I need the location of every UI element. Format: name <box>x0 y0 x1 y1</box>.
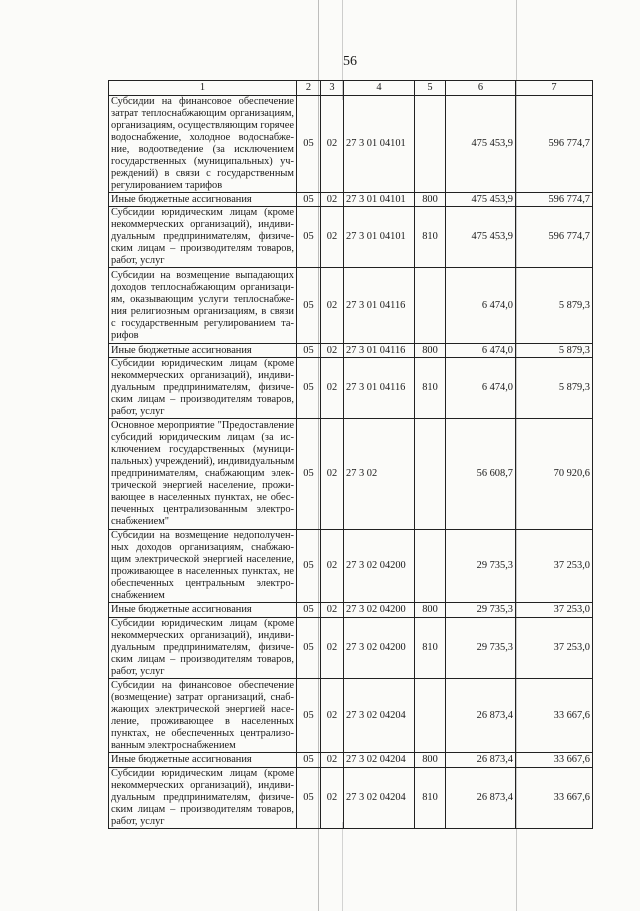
amount-year-2: 33 667,6 <box>516 679 593 753</box>
amount-year-1: 6 474,0 <box>446 344 516 358</box>
budget-table-body <box>109 81 593 829</box>
description-line: ским лицам – производителям товаров, <box>111 654 294 665</box>
amount-year-1: 29 735,3 <box>446 603 516 618</box>
expense-type-code: 800 <box>415 193 446 207</box>
table-row <box>109 753 593 768</box>
row-description <box>109 193 297 207</box>
expense-type-code: 800 <box>415 344 446 358</box>
amount-year-2: 596 774,7 <box>516 96 593 193</box>
section-code: 05 <box>297 207 321 268</box>
row-description <box>109 358 297 419</box>
budget-table <box>108 80 593 829</box>
table-row <box>109 358 593 419</box>
description-line: вающее в населенных пунктах, не обес- <box>111 492 294 503</box>
table-row <box>109 530 593 603</box>
description-line: Иные бюджетные ассигнования <box>111 754 252 765</box>
section-code: 05 <box>297 344 321 358</box>
subsection-code: 02 <box>321 268 344 344</box>
subsection-code: 02 <box>321 618 344 679</box>
description-line: ключением государственных (муници- <box>111 444 294 455</box>
description-line: доходов теплоснабжающим организаци- <box>111 281 294 293</box>
description-line: некоммерческих организаций), индиви- <box>111 370 294 381</box>
description-line: Субсидии юридическим лицам (кроме <box>111 768 294 779</box>
amount-year-2: 37 253,0 <box>516 530 593 603</box>
description-line: Основное мероприятие "Предоставление <box>111 420 294 431</box>
column-number-header: 2 <box>297 81 321 96</box>
row-description <box>109 618 297 679</box>
amount-year-2: 596 774,7 <box>516 207 593 268</box>
amount-year-1: 475 453,9 <box>446 96 516 193</box>
description-line: Субсидии на возмещение выпадающих <box>111 269 294 281</box>
amount-year-1: 6 474,0 <box>446 358 516 419</box>
expense-type-code <box>415 268 446 344</box>
amount-year-2: 70 920,6 <box>516 419 593 530</box>
column-number-header: 4 <box>344 81 415 96</box>
description-line: ям, оказывающим услуги теплоснабже- <box>111 293 294 305</box>
target-article-code: 27 3 01 04101 <box>344 96 415 193</box>
column-number-header: 3 <box>321 81 344 96</box>
amount-year-2: 596 774,7 <box>516 193 593 207</box>
scan-artifact-line <box>342 822 343 911</box>
amount-year-2: 37 253,0 <box>516 603 593 618</box>
description-line: ским лицам – производителям товаров, <box>111 394 294 405</box>
expense-type-code: 810 <box>415 207 446 268</box>
expense-type-code <box>415 679 446 753</box>
subsection-code: 02 <box>321 679 344 753</box>
target-article-code: 27 3 02 04204 <box>344 679 415 753</box>
description-line: Иные бюджетные ассигнования <box>111 193 252 205</box>
description-line: некоммерческих организаций), индиви- <box>111 780 294 791</box>
description-line: рифов <box>111 329 139 341</box>
target-article-code: 27 3 01 04116 <box>344 358 415 419</box>
description-line: ния религиозным организациям, в связи <box>111 305 294 317</box>
expense-type-code <box>415 530 446 603</box>
target-article-code: 27 3 01 04101 <box>344 207 415 268</box>
description-line: дуальным предпринимателям, физиче- <box>111 382 294 393</box>
section-code: 05 <box>297 268 321 344</box>
amount-year-1: 26 873,4 <box>446 679 516 753</box>
subsection-code: 02 <box>321 419 344 530</box>
description-line: субсидий юридическим лицам (за ис- <box>111 432 294 443</box>
description-line: Иные бюджетные ассигнования <box>111 344 252 356</box>
description-line: регулированием тарифов <box>111 180 223 191</box>
table-row <box>109 96 593 193</box>
target-article-code: 27 3 02 04200 <box>344 530 415 603</box>
table-row <box>109 768 593 829</box>
section-code: 05 <box>297 618 321 679</box>
description-line: реждений) в связи с государственным <box>111 168 294 179</box>
description-line: государственных (муниципальных) уч- <box>111 156 294 167</box>
row-description <box>109 768 297 829</box>
amount-year-2: 5 879,3 <box>516 268 593 344</box>
description-line: предпринимателям, снабжающим элек- <box>111 468 294 479</box>
column-number-header: 7 <box>516 81 593 96</box>
section-code: 05 <box>297 96 321 193</box>
amount-year-1: 56 608,7 <box>446 419 516 530</box>
description-line: работ, услуг <box>111 255 165 266</box>
subsection-code: 02 <box>321 344 344 358</box>
section-code: 05 <box>297 768 321 829</box>
table-row <box>109 344 593 358</box>
table-row <box>109 419 593 530</box>
description-line: Субсидии на возмещение недополучен- <box>111 530 294 541</box>
description-line: (возмещение) затрат организаций, снаб- <box>111 691 294 703</box>
amount-year-1: 29 735,3 <box>446 618 516 679</box>
description-line: затрат теплоснабжающим организациям, <box>111 108 294 119</box>
column-number-header: 1 <box>109 81 297 96</box>
amount-year-2: 33 667,6 <box>516 768 593 829</box>
amount-year-2: 5 879,3 <box>516 358 593 419</box>
expense-type-code <box>415 96 446 193</box>
amount-year-1: 26 873,4 <box>446 768 516 829</box>
description-line: ским лицам – производителям товаров, <box>111 243 294 254</box>
section-code: 05 <box>297 419 321 530</box>
description-line: некоммерческих организаций), индиви- <box>111 219 294 230</box>
table-row <box>109 268 593 344</box>
row-description <box>109 603 297 618</box>
description-line: обеспеченных центральным электро- <box>111 578 294 589</box>
amount-year-1: 29 735,3 <box>446 530 516 603</box>
table-row <box>109 207 593 268</box>
description-line: пунктах, не обеспеченных централизо- <box>111 727 294 739</box>
description-line: водоснабжение, холодное водоснабже- <box>111 132 294 143</box>
target-article-code: 27 3 02 <box>344 419 415 530</box>
description-line: Субсидии юридическим лицам (кроме <box>111 207 294 218</box>
subsection-code: 02 <box>321 96 344 193</box>
description-line: Субсидии на финансовое обеспечение <box>111 679 294 691</box>
subsection-code: 02 <box>321 193 344 207</box>
target-article-code: 27 3 02 04204 <box>344 768 415 829</box>
row-description <box>109 96 297 193</box>
description-line: с государственным регулированием та- <box>111 317 294 329</box>
description-line: ных доходов организациям, снабжаю- <box>111 542 294 553</box>
column-number-header: 5 <box>415 81 446 96</box>
row-description <box>109 753 297 768</box>
description-line: трической энергией население, прожи- <box>111 480 294 491</box>
section-code: 05 <box>297 753 321 768</box>
target-article-code: 27 3 01 04116 <box>344 344 415 358</box>
amount-year-1: 26 873,4 <box>446 753 516 768</box>
amount-year-2: 33 667,6 <box>516 753 593 768</box>
description-line: печенных централизованным электро- <box>111 504 294 515</box>
description-line: ским лицам – производителям товаров, <box>111 804 294 815</box>
row-description <box>109 679 297 753</box>
description-line: работ, услуг <box>111 666 165 677</box>
row-description <box>109 344 297 358</box>
description-line: Субсидии юридическим лицам (кроме <box>111 358 294 369</box>
section-code: 05 <box>297 193 321 207</box>
expense-type-code: 810 <box>415 768 446 829</box>
row-description <box>109 207 297 268</box>
description-line: пальных) учреждений), индивидуальным <box>111 456 294 467</box>
amount-year-1: 475 453,9 <box>446 193 516 207</box>
description-line: организациям, осуществляющим горячее <box>111 120 294 131</box>
description-line: некоммерческих организаций), индиви- <box>111 630 294 641</box>
description-line: ванным электроснабжением <box>111 739 236 751</box>
expense-type-code: 800 <box>415 603 446 618</box>
expense-type-code <box>415 419 446 530</box>
expense-type-code: 810 <box>415 618 446 679</box>
subsection-code: 02 <box>321 207 344 268</box>
description-line: работ, услуг <box>111 816 165 827</box>
amount-year-2: 37 253,0 <box>516 618 593 679</box>
description-line: проживающее в населенных пунктах, не <box>111 566 294 577</box>
table-row <box>109 603 593 618</box>
table-row <box>109 618 593 679</box>
description-line: жающих электрической энергией насе- <box>111 703 294 715</box>
table-header-row <box>109 81 593 96</box>
description-line: Субсидии юридическим лицам (кроме <box>111 618 294 629</box>
amount-year-1: 475 453,9 <box>446 207 516 268</box>
description-line: Иные бюджетные ассигнования <box>111 604 252 615</box>
expense-type-code: 800 <box>415 753 446 768</box>
row-description <box>109 268 297 344</box>
column-number-header: 6 <box>446 81 516 96</box>
subsection-code: 02 <box>321 753 344 768</box>
target-article-code: 27 3 01 04101 <box>344 193 415 207</box>
description-line: снабжением" <box>111 516 170 527</box>
target-article-code: 27 3 02 04204 <box>344 753 415 768</box>
description-line: работ, услуг <box>111 406 165 417</box>
subsection-code: 02 <box>321 358 344 419</box>
description-line: ние, водоотведение (за исключением <box>111 144 294 155</box>
target-article-code: 27 3 02 04200 <box>344 603 415 618</box>
target-article-code: 27 3 01 04116 <box>344 268 415 344</box>
description-line: дуальным предпринимателям, физиче- <box>111 231 294 242</box>
row-description <box>109 419 297 530</box>
row-description <box>109 530 297 603</box>
target-article-code: 27 3 02 04200 <box>344 618 415 679</box>
table-row <box>109 193 593 207</box>
description-line: снабжением <box>111 590 165 601</box>
description-line: ление, проживающее в населенных <box>111 715 294 727</box>
description-line: дуальным предпринимателям, физиче- <box>111 642 294 653</box>
description-line: Субсидии на финансовое обеспечение <box>111 96 294 107</box>
page-number: 56 <box>343 54 357 69</box>
table-row <box>109 679 593 753</box>
subsection-code: 02 <box>321 768 344 829</box>
amount-year-2: 5 879,3 <box>516 344 593 358</box>
description-line: дуальным предпринимателям, физиче- <box>111 792 294 803</box>
section-code: 05 <box>297 679 321 753</box>
section-code: 05 <box>297 358 321 419</box>
amount-year-1: 6 474,0 <box>446 268 516 344</box>
expense-type-code: 810 <box>415 358 446 419</box>
section-code: 05 <box>297 603 321 618</box>
description-line: щим электрической энергией население, <box>111 554 294 565</box>
subsection-code: 02 <box>321 530 344 603</box>
section-code: 05 <box>297 530 321 603</box>
subsection-code: 02 <box>321 603 344 618</box>
